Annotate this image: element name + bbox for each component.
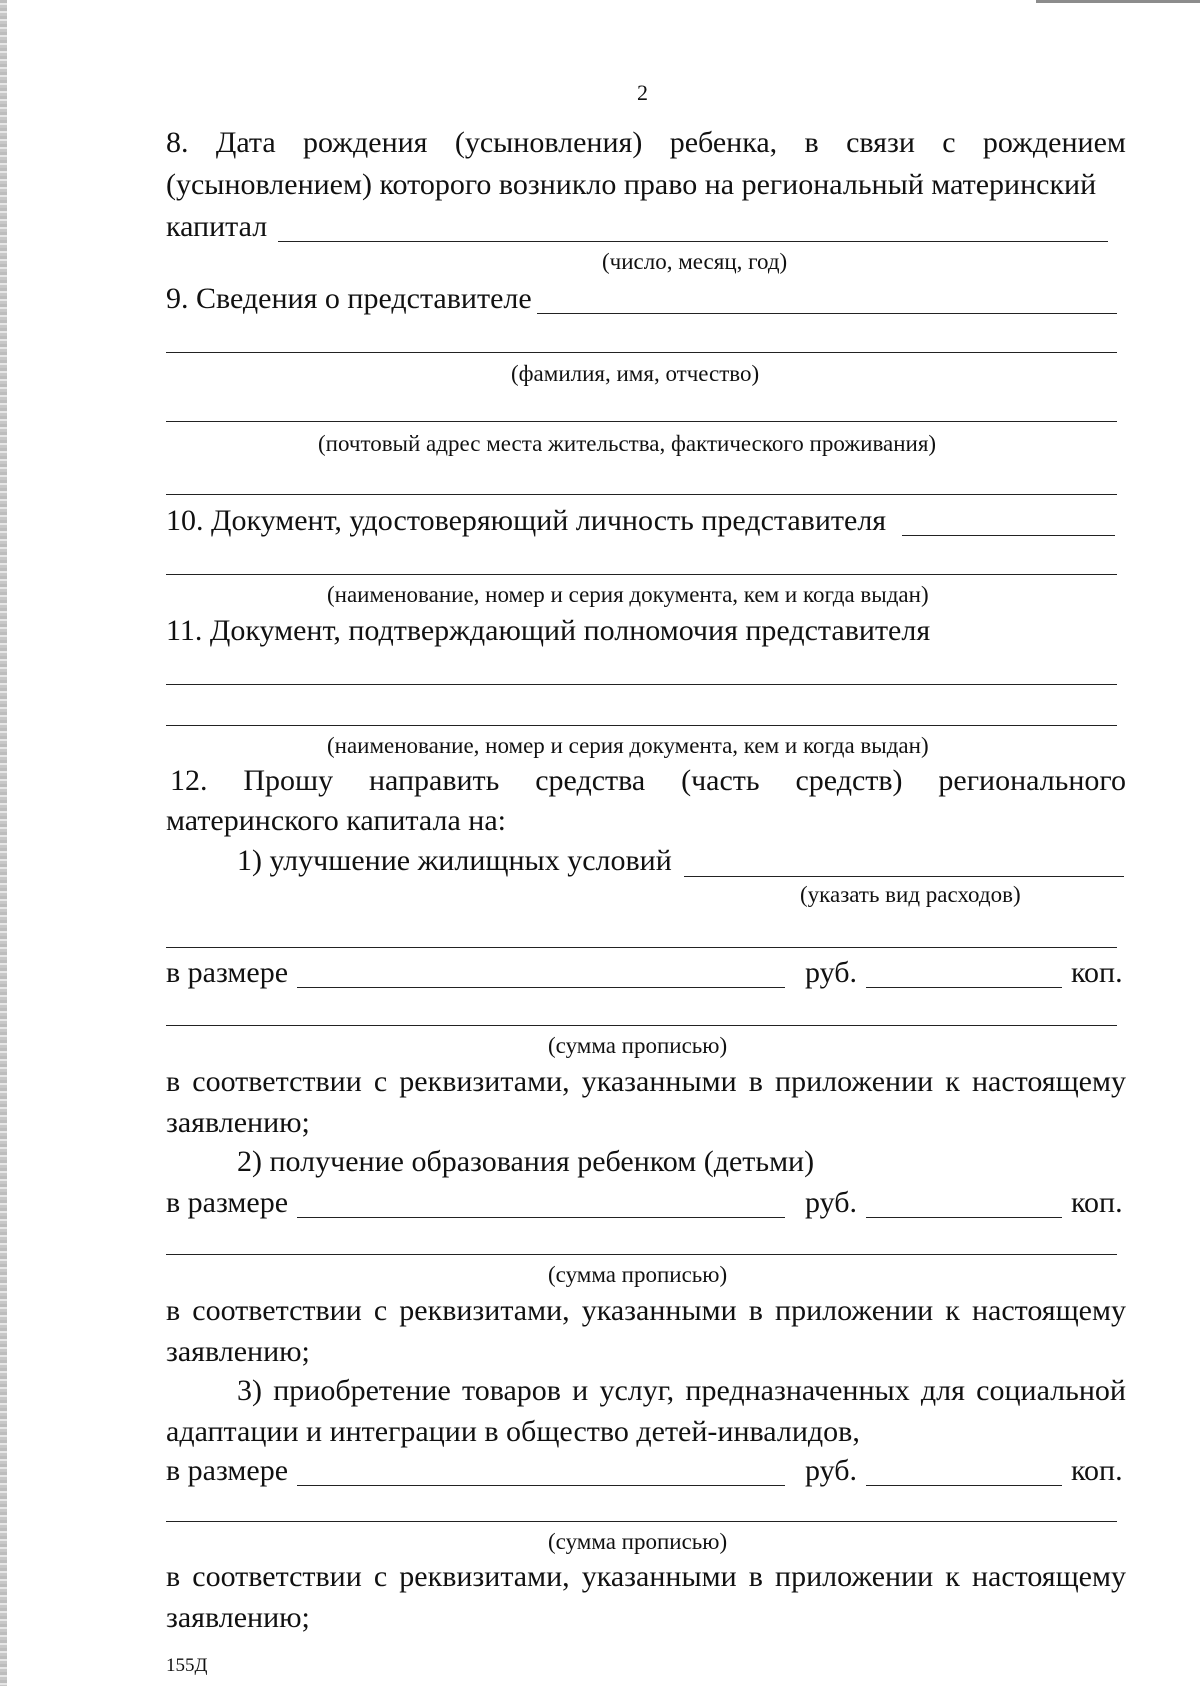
birth-date-caption: (число, месяц, год) [602, 249, 788, 274]
page-number: 2 [637, 80, 648, 105]
word: регионального [938, 764, 1126, 797]
word: приложении [775, 1065, 934, 1098]
amount1-words-caption: (сумма прописью) [548, 1033, 728, 1058]
word: указанными [581, 1560, 737, 1593]
word: с [373, 1065, 388, 1098]
word: настоящему [971, 1065, 1126, 1098]
word: приобретение [273, 1374, 451, 1407]
amount3-kop-label: коп. [1071, 1454, 1123, 1487]
word: к [945, 1294, 960, 1327]
word: к [945, 1065, 960, 1098]
birth-date-field[interactable] [278, 241, 1108, 242]
footer-code: 155Д [166, 1655, 208, 1676]
option3-line1 [237, 1374, 1126, 1408]
word: услуг, [599, 1374, 675, 1407]
representative-address-field-2[interactable] [166, 494, 1117, 495]
word: соответствии [192, 1560, 362, 1593]
authority-document-field-1[interactable] [166, 684, 1117, 685]
option2-label: 2) получение образования ребенком (детьми) [237, 1145, 815, 1178]
amount3-words-caption: (сумма прописью) [548, 1529, 728, 1554]
amount1-rub-label: руб. [805, 956, 857, 989]
word: в [166, 1560, 181, 1593]
scan-edge-top [1036, 0, 1200, 3]
word: рождением [982, 126, 1126, 159]
requisites3-line1 [166, 1560, 1126, 1594]
word: с [373, 1294, 388, 1327]
amount2-rub-field[interactable] [297, 1217, 785, 1218]
expense-type-field-2[interactable] [166, 947, 1117, 948]
word: 3) [237, 1374, 262, 1407]
word: социальной [976, 1374, 1126, 1407]
word: с [942, 126, 956, 159]
representative-address-caption: (почтовый адрес места жительства, фактического проживания) [318, 431, 937, 456]
item12-line2: материнского капитала на: [166, 804, 506, 837]
word: средств) [795, 764, 903, 797]
word: в [166, 1065, 181, 1098]
word: приложении [775, 1560, 934, 1593]
word: направить [368, 764, 500, 797]
word: реквизитами, [399, 1294, 570, 1327]
requisites3-line2: заявлению; [166, 1601, 310, 1634]
word: средства [535, 764, 646, 797]
word: рождения [303, 126, 428, 159]
representative-name-field[interactable] [166, 352, 1117, 353]
option3-line2: адаптации и интеграции в общество детей-инвалидов, [166, 1415, 860, 1448]
amount3-prefix: в размере [166, 1454, 289, 1487]
representative-field-1[interactable] [537, 313, 1117, 314]
amount3-words-field[interactable] [166, 1521, 1117, 1522]
requisites2-line1 [166, 1294, 1126, 1328]
amount1-kop-label: коп. [1071, 956, 1123, 989]
word: настоящему [971, 1294, 1126, 1327]
representative-name-caption: (фамилия, имя, отчество) [511, 361, 760, 386]
word: реквизитами, [399, 1065, 570, 1098]
requisites1-line2: заявлению; [166, 1106, 310, 1139]
word: предназначенных [685, 1374, 910, 1407]
item9-label: 9. Сведения о представителе [166, 282, 532, 315]
identity-document-caption: (наименование, номер и серия документа, кем и когда выдан) [327, 582, 929, 607]
identity-document-field-2[interactable] [166, 574, 1117, 575]
item8-line3: капитал [166, 210, 268, 243]
amount2-words-field[interactable] [166, 1254, 1117, 1255]
word: (усыновления) [454, 126, 643, 159]
scan-edge-left [0, 0, 7, 1686]
word: к [945, 1560, 960, 1593]
authority-document-caption: (наименование, номер и серия документа, кем и когда выдан) [327, 733, 929, 758]
word: соответствии [192, 1065, 362, 1098]
amount2-kop-label: коп. [1071, 1186, 1123, 1219]
amount2-rub-label: руб. [805, 1186, 857, 1219]
word: соответствии [192, 1294, 362, 1327]
word: реквизитами, [399, 1560, 570, 1593]
word: и [572, 1374, 589, 1407]
amount1-prefix: в размере [166, 956, 289, 989]
word: в [804, 126, 819, 159]
item12-line1 [170, 764, 1126, 798]
amount2-kop-field[interactable] [866, 1217, 1062, 1218]
word: указанными [581, 1294, 737, 1327]
word: в [748, 1294, 763, 1327]
item11-label: 11. Документ, подтверждающий полномочия представителя [166, 614, 931, 647]
identity-document-field-1[interactable] [902, 535, 1115, 536]
word: Дата [215, 126, 276, 159]
amount2-prefix: в размере [166, 1186, 289, 1219]
requisites2-line2: заявлению; [166, 1335, 310, 1368]
amount1-kop-field[interactable] [866, 987, 1062, 988]
amount1-words-field[interactable] [166, 1025, 1117, 1026]
expense-type-field[interactable] [684, 876, 1124, 877]
word: 8. [166, 126, 189, 159]
item8-line2: (усыновлением) которого возникло право на региональный материнский [166, 168, 1097, 201]
authority-document-field-2[interactable] [166, 725, 1117, 726]
word: Прошу [243, 764, 334, 797]
amount3-rub-field[interactable] [297, 1485, 785, 1486]
word: связи [846, 126, 915, 159]
word: указанными [581, 1065, 737, 1098]
word: в [166, 1294, 181, 1327]
word: приложении [775, 1294, 934, 1327]
requisites1-line1 [166, 1065, 1126, 1099]
option1-label: 1) улучшение жилищных условий [237, 844, 672, 877]
item10-label: 10. Документ, удостоверяющий личность представителя [166, 504, 887, 537]
word: (часть [681, 764, 760, 797]
representative-address-field[interactable] [166, 421, 1117, 422]
amount1-rub-field[interactable] [297, 987, 785, 988]
word: в [748, 1065, 763, 1098]
amount2-words-caption: (сумма прописью) [548, 1262, 728, 1287]
amount3-rub-label: руб. [805, 1454, 857, 1487]
word: настоящему [971, 1560, 1126, 1593]
expense-type-caption: (указать вид расходов) [800, 882, 1021, 907]
word: в [748, 1560, 763, 1593]
amount3-kop-field[interactable] [866, 1485, 1062, 1486]
word: товаров [461, 1374, 561, 1407]
word: с [373, 1560, 388, 1593]
word: 12. [170, 764, 208, 797]
word: для [920, 1374, 965, 1407]
word: ребенка, [669, 126, 778, 159]
item8-line1 [166, 126, 1126, 160]
